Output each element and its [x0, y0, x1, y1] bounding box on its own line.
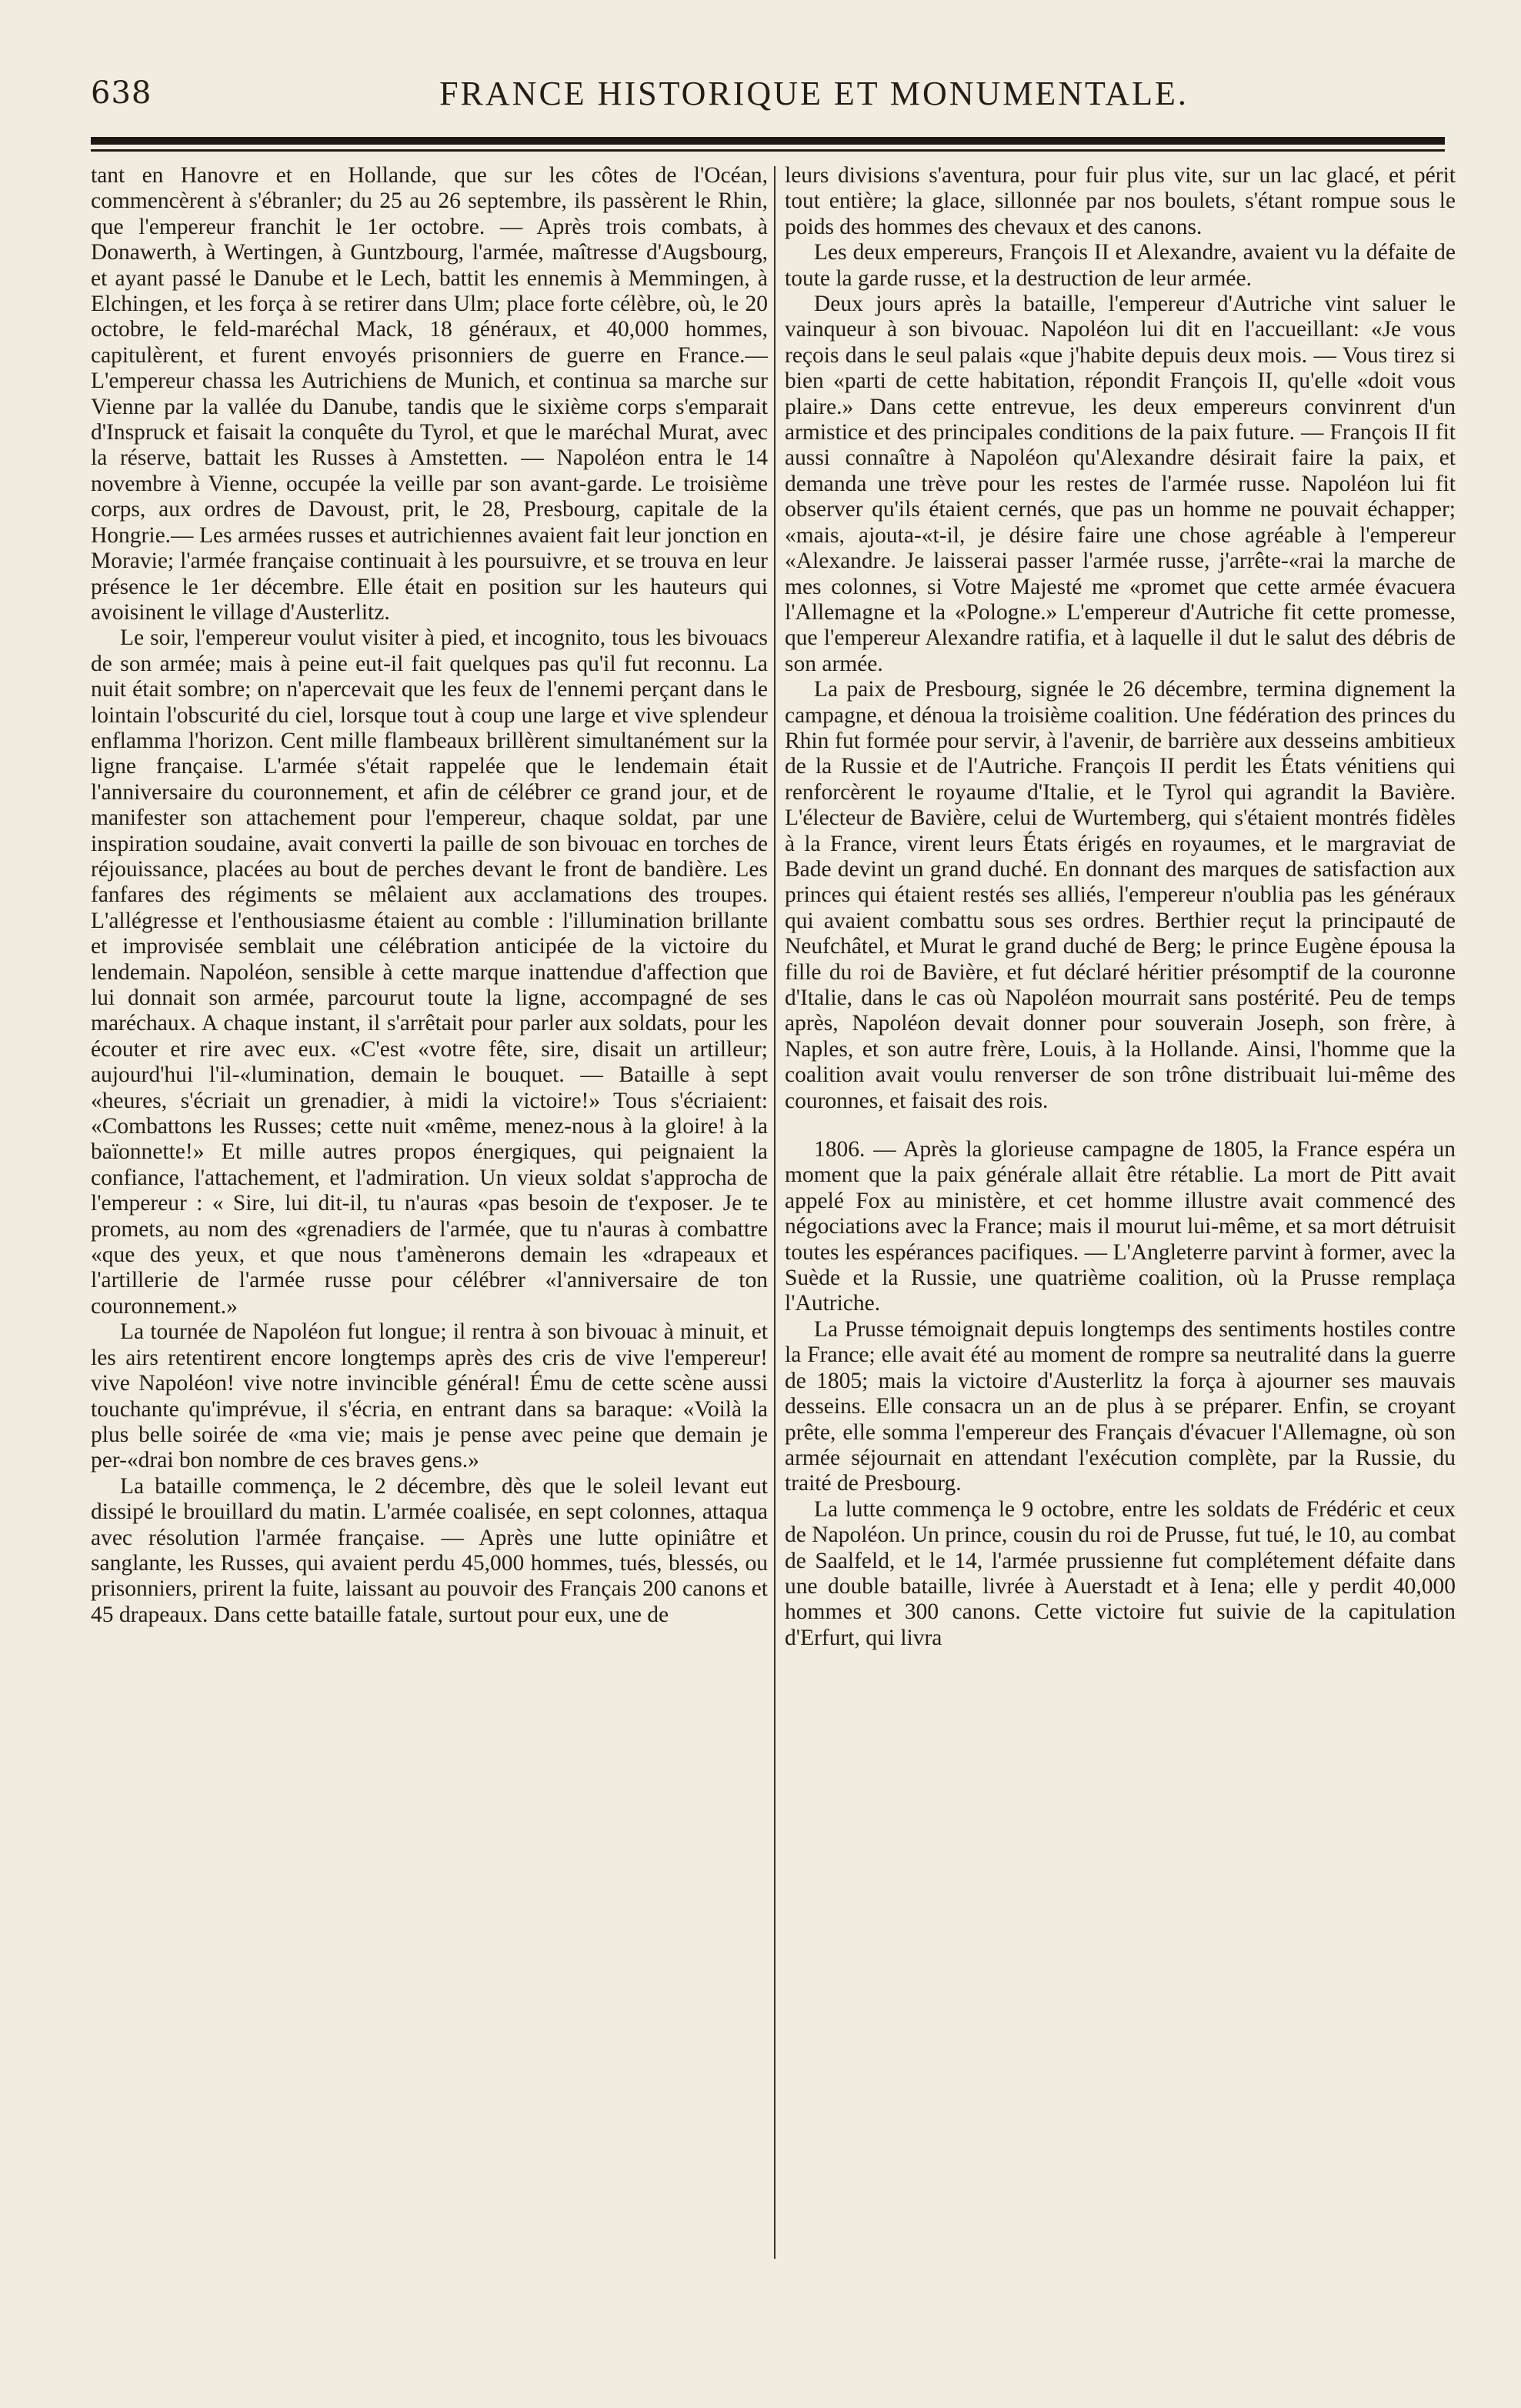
paragraph: Le soir, l'empereur voulut visiter à pied, et incognito, tous les bivouacs de son armée; mais à peine eut-il fait quelques pas qu'il fut reconnu. La nuit était sombre; on n'apercevait que les feux de l'ennemi perçant dans le lointain l'obscurité du ciel, lorsque tout à coup une large et vive splendeur enflamma l'horizon. Cent mille flambeaux brillèrent simultanément sur la ligne française. L'armée s'était rappelée que le lendemain était l'anniversaire du couronnement, et afin de célébrer ce grand jour, et de manifester son attachement pour l'empereur, chaque soldat, par une inspiration soudaine, avait converti la paille de son bivouac en torches de réjouissance, placées au bout de perches devant le front de bandière. Les fanfares des régiments se mêlaient aux acclamations des troupes. L'allégresse et l'enthousiasme étaient au comble : l'illumination brillante et improvisée semblait une célébration anticipée de la victoire du lendemain. Napoléon, sensible à cette marque inattendue d'affection que lui donnait son armée, parcourut toute la ligne, accompagné de ses maréchaux. A chaque instant, il s'arrêtait pour parler aux soldats, pour les écouter et rire avec eux. «C'est «votre fête, sire, disait un artilleur; aujourd'hui l'il-«lumination, demain le bouquet. — Bataille à sept «heures, s'écriait un grenadier, à midi la victoire!» Tous s'écriaient: «Combattons les Russes; cette nuit «même, menez-nous à la gloire! à la baïonnette!» Et mille autres propos énergiques, qui peignaient la confiance, l'attachement, et l'admiration. Un vieux soldat s'approcha de l'empereur : « Sire, lui dit-il, tu n'auras «pas besoin de t'exposer. Je te promets, au nom des «grenadiers de l'armée, que tu n'auras à combattre «que des yeux, et que nous t'amènerons demain les «drapeaux et l'artillerie de l'armée russe pour célébrer «l'anniversaire de ton couronnement.»	[91, 625, 768, 1319]
paragraph: La tournée de Napoléon fut longue; il rentra à son bivouac à minuit, et les airs retentirent encore longtemps après des cris de vive l'empereur! vive Napoléon! vive notre invincible général! Ému de cette scène aussi touchante qu'imprévue, il s'écria, en entrant dans sa baraque: «Voilà la plus belle soirée de «ma vie; mais je pense avec peine que demain je per-«drai bon nombre de ces braves gens.»	[91, 1319, 768, 1473]
left-column	[91, 163, 768, 2256]
paragraph: Les deux empereurs, François II et Alexandre, avaient vu la défaite de toute la garde russe, et la destruction de leur armée.	[785, 240, 1456, 291]
header-rule-thin	[91, 149, 1445, 152]
section-paragraph-1806: 1806. — Après la glorieuse campagne de 1805, la France espéra un moment que la paix générale allait être rétablie. La mort de Pitt avait appelé Fox au ministère, et cet homme illustre avait commencé des négociations avec la France; mais il mourut lui-même, et sa mort détruisit toutes les espérances pacifiques. — L'Angleterre parvint à former, avec la Suède et la Russie, une quatrième coalition, où la Prusse remplaça l'Autriche.	[785, 1137, 1456, 1316]
paragraph: tant en Hanovre et en Hollande, que sur les côtes de l'Océan, commencèrent à s'ébranler; du 25 au 26 septembre, ils passèrent le Rhin, que l'empereur franchit le 1er octobre. — Après trois combats, à Donawerth, à Wertingen, à Guntzbourg, l'armée, maîtresse d'Augsbourg, et ayant passé le Danube et le Lech, battit les ennemis à Memmingen, à Elchingen, et les força à se retirer dans Ulm; place forte célèbre, où, le 20 octobre, le feld-maréchal Mack, 18 généraux, et 40,000 hommes, capitulèrent, et furent envoyés prisonniers de guerre en France.— L'empereur chassa les Autrichiens de Munich, et continua sa marche sur Vienne par la vallée du Danube, tandis que le sixième corps s'emparait d'Inspruck et faisait la conquête du Tyrol, et que le maréchal Murat, avec la réserve, battait les Russes à Amstetten. — Napoléon entra le 14 novembre à Vienne, occupée la veille par son avant-garde. Le troisième corps, aux ordres de Davoust, prit, le 28, Presbourg, capitale de la Hongrie.— Les armées russes et autrichiennes avaient fait leur jonction en Moravie; l'armée française continuait à les poursuivre, et se trouva en leur présence le 1er décembre. Elle était en position sur les hauteurs qui avoisinent le village d'Austerlitz.	[91, 163, 768, 625]
header-rule-thick	[91, 137, 1445, 145]
column-divider	[774, 166, 776, 2259]
paragraph: La lutte commença le 9 octobre, entre les soldats de Frédéric et ceux de Napoléon. Un prince, cousin du roi de Prusse, fut tué, le 10, au combat de Saalfeld, et le 14, l'armée prussienne fut complétement défaite dans une double bataille, livrée à Auerstadt et à Iena; elle y perdit 40,000 hommes et 300 canons. Cette victoire fut suivie de la capitulation d'Erfurt, qui livra	[785, 1496, 1456, 1650]
paragraph: La Prusse témoignait depuis longtemps des sentiments hostiles contre la France; elle avait été au moment de rompre sa neutralité dans la guerre de 1805; mais la victoire d'Austerlitz la força à ajourner ses mauvais desseins. Elle consacra un an de plus à se préparer. Enfin, se croyant prête, elle somma l'empereur des Français d'évacuer l'Allemagne, où son armée séjournait en attendant l'exécution complète, par la Russie, du traité de Presbourg.	[785, 1316, 1456, 1496]
paragraph: leurs divisions s'aventura, pour fuir plus vite, sur un lac glacé, et périt tout entière; la glace, sillonnée par nos boulets, s'étant rompue sous le poids des hommes des chevaux et des canons.	[785, 163, 1456, 239]
right-column	[785, 163, 1456, 2256]
running-title: FRANCE HISTORIQUE ET MONUMENTALE.	[439, 75, 1189, 112]
paragraph: Deux jours après la bataille, l'empereur d'Autriche vint saluer le vainqueur à son bivouac. Napoléon lui dit en l'accueillant: «Je vous reçois dans le seul palais «que j'habite depuis deux mois. — Vous tirez si bien «parti de cette habitation, répondit François II, qu'elle «doit vous plaire.» Dans cette entrevue, les deux empereurs convinrent d'un armistice et des principales conditions de la paix future. — François II fit aussi connaître à Napoléon qu'Alexandre désirait faire la paix, et demanda une trève pour les restes de l'armée russe. Napoléon lui fit observer qu'ils étaient cernés, que pas un homme ne pouvait échapper; «mais, ajouta-«t-il, je désire faire une chose agréable à l'empereur «Alexandre. Je laisserai passer l'armée russe, j'arrête-«rai la marche de mes colonnes, si Votre Majesté me «promet que cette armée évacuera l'Allemagne et la «Pologne.» L'empereur d'Autriche fit cette promesse, que l'empereur Alexandre ratifia, et à laquelle il dut le salut des débris de son armée.	[785, 292, 1456, 676]
paragraph: La paix de Presbourg, signée le 26 décembre, termina dignement la campagne, et dénoua la troisième coalition. Une fédération des princes du Rhin fut formée pour servir, à l'avenir, de barrière aux desseins ambitieux de la Russie et de l'Autriche. François II perdit les États vénitiens qui renforcèrent le royaume d'Italie, et le Tyrol qui agrandit la Bavière. L'électeur de Bavière, celui de Wurtemberg, qui s'étaient montrés fidèles à la France, virent leurs États érigés en royaumes, et le margraviat de Bade devint un grand duché. En donnant des marques de satisfaction aux princes qui étaient restés ses alliés, l'empereur n'oublia pas les généraux qui avaient combattu sous ses ordres. Berthier reçut la principauté de Neufchâtel, et Murat le grand duché de Berg; le prince Eugène épousa la fille du roi de Bavière, et fut déclaré héritier présomptif de la couronne d'Italie, dans le cas où Napoléon mourrait sans postérité. Peu de temps après, Napoléon devait donner pour souverain Joseph, son frère, à Naples, et son autre frère, Louis, à la Hollande. Ainsi, l'homme que la coalition avait voulu renverser de son trône distribuait lui-même des couronnes, et faisait des rois.	[785, 677, 1456, 1113]
page-header	[91, 74, 1445, 120]
paragraph: La bataille commença, le 2 décembre, dès que le soleil levant eut dissipé le brouillard du matin. L'armée coalisée, en sept colonnes, attaqua avec résolution l'armée française. — Après une lutte opiniâtre et sanglante, les Russes, qui avaient perdu 45,000 hommes, tués, blessés, ou prisonniers, prirent la fuite, laissant au pouvoir des Français 200 canons et 45 drapeaux. Dans cette bataille fatale, surtout pour eux, une de	[91, 1473, 768, 1627]
page-number: 638	[91, 75, 152, 111]
